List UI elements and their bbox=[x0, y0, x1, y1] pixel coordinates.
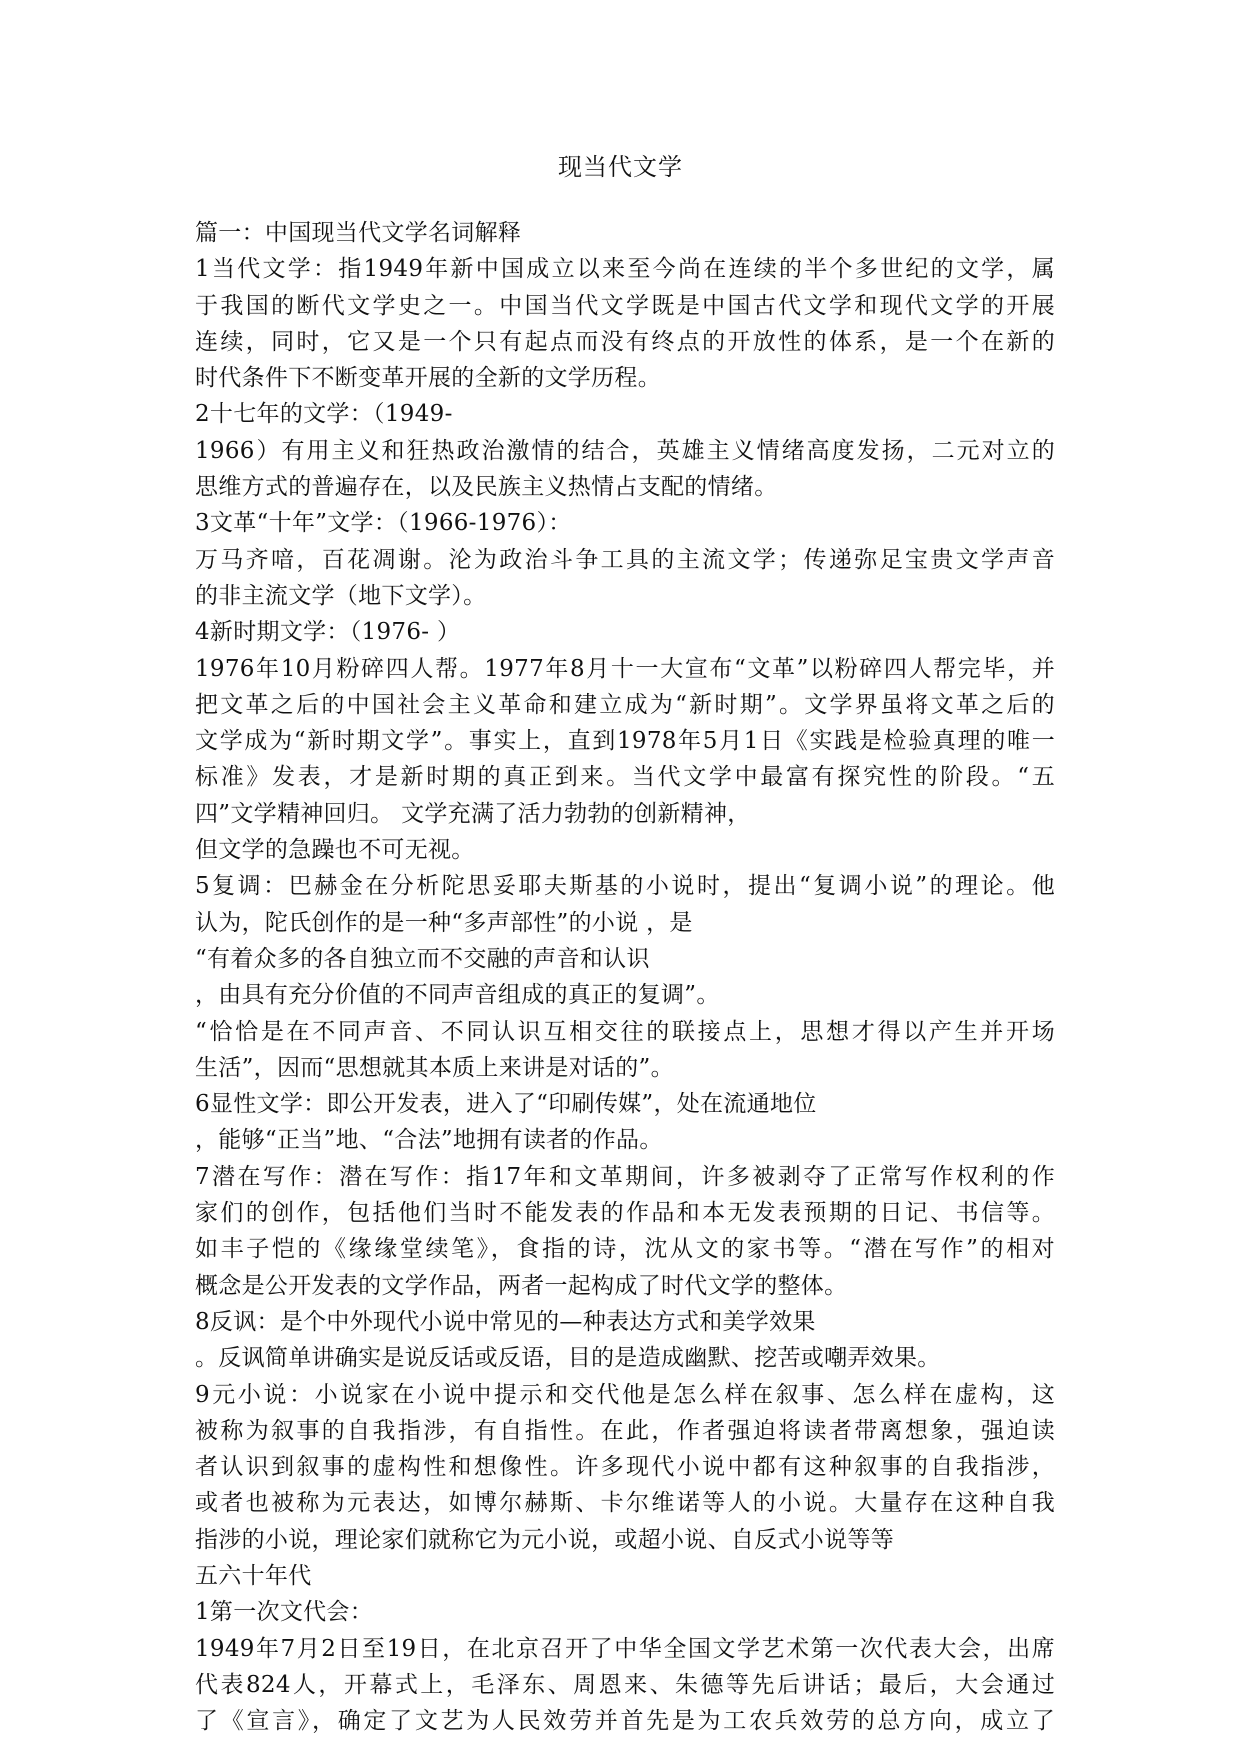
text-line: 连续，同时，它又是一个只有起点而没有终点的开放性的体系，是一个在新的 bbox=[195, 328, 1055, 355]
text-line: “恰恰是在不同声音、不同认识互相交往的联接点上，思想才得以产生并开场 bbox=[195, 1018, 1055, 1045]
text-line: 时代条件下不断变革开展的全新的文学历程。 bbox=[195, 365, 661, 392]
text-line: “有着众多的各自独立而不交融的声音和认识 bbox=[195, 945, 650, 972]
text-line: 生活”，因而“思想就其本质上来讲是对话的”。 bbox=[195, 1054, 674, 1081]
text-line: 。反讽简单讲确实是说反话或反语，目的是造成幽默、挖苦或嘲弄效果。 bbox=[195, 1345, 941, 1372]
text-line: 了《宣言》，确定了文艺为人民效劳并首先是为工农兵效劳的总方向，成立了 bbox=[195, 1708, 1055, 1735]
text-line: 标准》发表，才是新时期的真正到来。当代文学中最富有探究性的阶段。“五 bbox=[195, 764, 1055, 791]
text-line: 6显性文学：即公开发表，进入了“印刷传媒”，处在流通地位 bbox=[195, 1091, 817, 1118]
text-line: 五六十年代 bbox=[195, 1562, 312, 1589]
text-line: 万马齐喑，百花凋谢。沦为政治斗争工具的主流文学；传递弥足宝贵文学声音 bbox=[195, 546, 1055, 573]
text-line: 8反讽：是个中外现代小说中常见的—种表达方式和美学效果 bbox=[195, 1308, 816, 1335]
text-line: 指涉的小说，理论家们就称它为元小说，或超小说、自反式小说等等 bbox=[195, 1526, 894, 1553]
text-line: 或者也被称为元表达，如博尔赫斯、卡尔维诺等人的小说。大量存在这种自我 bbox=[195, 1490, 1055, 1517]
text-line: 概念是公开发表的文学作品，两者一起构成了时代文学的整体。 bbox=[195, 1272, 848, 1299]
text-line: 1976年10月粉碎四人帮。1977年8月十一大宣布“文革”以粉碎四人帮完毕，并 bbox=[195, 655, 1055, 682]
text-line: 文学成为“新时期文学”。事实上，直到1978年5月1日《实践是检验真理的唯一 bbox=[195, 728, 1055, 755]
text-line: 2十七年的文学：（1949- bbox=[195, 401, 453, 428]
text-line: 1966）有用主义和狂热政治激情的结合，英雄主义情绪高度发扬，二元对立的 bbox=[195, 437, 1055, 464]
text-line: 者认识到叙事的虚构性和想像性。许多现代小说中都有这种叙事的自我指涉， bbox=[195, 1454, 1055, 1481]
text-line: 代表824人，开幕式上，毛泽东、周恩来、朱德等先后讲话；最后，大会通过 bbox=[195, 1671, 1055, 1698]
text-line: 7潜在写作：潜在写作：指17年和文革期间，许多被剥夺了正常写作权利的作 bbox=[195, 1163, 1055, 1190]
text-line: 家们的创作，包括他们当时不能发表的作品和本无发表预期的日记、书信等。 bbox=[195, 1200, 1055, 1227]
text-line: 认为，陀氏创作的是一种“多声部性”的小说 ，是 bbox=[195, 909, 693, 936]
text-line: 思维方式的普遍存在，以及民族主义热情占支配的情绪。 bbox=[195, 474, 778, 501]
text-line: 如丰子恺的《缘缘堂续笔》，食指的诗，沈从文的家书等。“潜在写作”的相对 bbox=[195, 1236, 1055, 1263]
document-body bbox=[195, 215, 1055, 1739]
text-line: ，由具有充分价值的不同声音组成的真正的复调”。 bbox=[195, 982, 720, 1009]
text-line: 1第一次文代会： bbox=[195, 1599, 374, 1626]
text-line: 5复调：巴赫金在分析陀思妥耶夫斯基的小说时，提出“复调小说”的理论。他 bbox=[195, 873, 1055, 900]
text-line: 1当代文学：指1949年新中国成立以来至今尚在连续的半个多世纪的文学，属 bbox=[195, 256, 1055, 283]
text-line: 4新时期文学：（1976- ） bbox=[195, 619, 461, 646]
text-line: 四”文学精神回归。 文学充满了活力勃勃的创新精神， bbox=[195, 800, 751, 827]
text-line: 于我国的断代文学史之一。中国当代文学既是中国古代文学和现代文学的开展 bbox=[195, 292, 1055, 319]
document-title: 现当代文学 bbox=[558, 153, 683, 181]
text-line: 的非主流文学（地下文学）。 bbox=[195, 582, 487, 609]
text-line: 篇一：中国现当代文学名词解释 bbox=[195, 220, 522, 246]
text-line: 被称为叙事的自我指涉，有自指性。在此，作者强迫将读者带离想象，强迫读 bbox=[195, 1417, 1055, 1444]
text-line: 但文学的急躁也不可无视。 bbox=[195, 837, 475, 864]
text-line: 1949年7月2日至19日，在北京召开了中华全国文学艺术第一次代表大会，出席 bbox=[195, 1635, 1055, 1662]
text-line: 把文革之后的中国社会主义革命和建立成为“新时期”。文学界虽将文革之后的 bbox=[195, 691, 1055, 718]
text-line: 9元小说：小说家在小说中提示和交代他是怎么样在叙事、怎么样在虚构，这 bbox=[195, 1381, 1055, 1408]
text-line: 3文革“十年”文学：（1966-1976）： bbox=[195, 510, 572, 537]
text-line: ，能够“正当”地、“合法”地拥有读者的作品。 bbox=[195, 1127, 663, 1154]
